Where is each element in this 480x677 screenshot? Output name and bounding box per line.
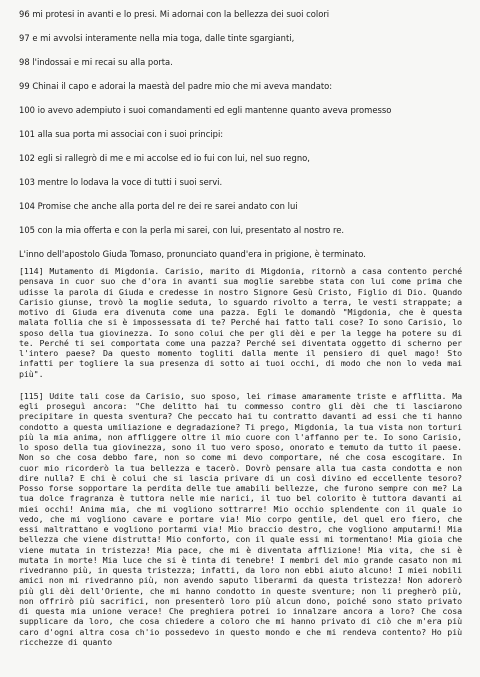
verse-100: 100 io avevo adempiuto i suoi comandamenti ed egli mantenne quanto aveva promesso bbox=[19, 105, 392, 115]
verse-101: 101 alla sua porta mi associai con i suoi principi: bbox=[19, 129, 224, 139]
verse-105: 105 con la mia offerta e con la perla mi sarei, con lui, presentato al nostro re. bbox=[19, 225, 345, 235]
paragraph-115-text: [115] Udite tali cose da Carisio, suo sposo, lei rimase amaramente triste e afflitta. Ma egli proseguì ancora: "Che delitto hai tu commesso contro gli dèi che ti lasciarono precipitare in questa sventura? Che peccato hai tu contratto davanti ad essi che ti hanno condotto a questa umiliazione e degradazione? Ti prego, Migdonia, la tua vista non torturi più la mia anima, non affliggere oltre il mio cuore con l'affanno per te. Io sono Carisio, lo sposo della tua giovinezza, sono il tuo vero sposo, onorato e temuto da tutto il paese. Non so che cosa debbo fare, non so come mi devo comportare, né che cosa escogitare. In cuor mio ricorderò la tua bellezza e tacerò. Dovrò pensare alla tua casta condotta e non dire nulla? E chi è colui che si lascia privare di un così divino ed eccellente tesoro? Posso forse sopportare la perdita delle tue amabili bellezze, che furono sempre con me? La tua dolce fragranza è tuttora nelle mie narici, il tuo bel colorito è tuttora davanti ai miei occhi! Anima mia, che mi vogliono sottrarre! Mio occhio splendente con il quale io vedo, che mi vogliono cavare e portare via! Mio corpo gentile, del quel ero fiero, che essi maltrattano e vogliono portarmi via! Mio braccio destro, che vogliono amputarmi! Mia bellezza che viene distrutta! Mio conforto, con il quale essi mi tormentano! Mia gioia che viene mutata in tristezza! Mia pace, che mi è diventata afflizione! Mia vita, che si è mutata in morte! Mia luce che si è tinta di tenebre! I membri del mio grande casato non mi rivedranno più, in questa tristezza; infatti, da loro non ebbi aiuto alcuno! I miei nobili amici non mi rivedranno più, non avendo saputo liberarmi da questa tristezza! Non adorerò più gli dèi dell'Oriente, che mi hanno condotto in queste sventure; non li pregherò più, non offrirò più sacrifici, non presenterò loro più alcun dono, poiché sono stato privato di questa mia unione verace! Che preghiera potrei io innalzare ancora a loro? Che cosa supplicare da loro, che cosa chiedere a coloro che mi hanno privato di ciò che m'era più caro d'ogni altra cosa ch'io possedevo in questo mondo e che mi rendeva contento? Ho più ricchezze di quanto bbox=[19, 390, 462, 647]
paragraph-114 bbox=[19, 266, 462, 379]
paragraph-114-text: [114] Mutamento di Migdonia. Carisio, marito di Migdonia, ritornò a casa contento perché pensava in cuor suo che d'ora in avanti sua moglie sarebbe stata con lui come prima che udisse la parola di Giuda e credesse in nostro Signore Gesù Cristo, Figlio di Dio. Quando Carisio giunse, trovò la moglie seduta, lo sguardo rivolto a terra, le vesti strappate; a motivo di Giuda era divenuta come una pazza. Egli le domandò "Migdonia, che è questa malata follia che si è impossessata di te? Perché hai fatto tali cose? Io sono Carisio, lo sposo della tua giovinezza. Io sono colui che per gli dèi e per la legge ha potere su di te. Perché ti sei comportata come una pazza? Perché sei diventata oggetto di scherno per l'intero paese? Da questo momento togliti dalla mente il pensiero di quel mago! Sto infatti per togliere la sua presenza di sotto ai tuoi occhi, di modo che non lo veda mai più". bbox=[19, 266, 462, 379]
verse-99: 99 Chinai il capo e adorai la maestà del padre mio che mi aveva mandato: bbox=[19, 81, 333, 91]
verse-96: 96 mi protesi in avanti e lo presi. Mi adornai con la bellezza dei suoi colori bbox=[19, 9, 330, 19]
verse-103: 103 mentre lo lodava la voce di tutti i suoi servi. bbox=[19, 177, 223, 187]
verse-102: 102 egli si rallegrò di me e mi accolse ed io fui con lui, nel suo regno, bbox=[19, 153, 310, 163]
verse-104: 104 Promise che anche alla porta del re dei re sarei andato con lui bbox=[19, 201, 298, 211]
hymn-verses bbox=[19, 9, 462, 260]
verse-98: 98 l'indossai e mi recai su alla porta. bbox=[19, 57, 173, 67]
hymn-end-note: L'inno dell'apostolo Giuda Tomaso, pronunciato quand'era in prigione, è terminato. bbox=[19, 249, 366, 259]
verse-97: 97 e mi avvolsi interamente nella mia toga, dalle tinte sgargianti, bbox=[19, 33, 295, 43]
paragraph-115 bbox=[19, 391, 462, 647]
